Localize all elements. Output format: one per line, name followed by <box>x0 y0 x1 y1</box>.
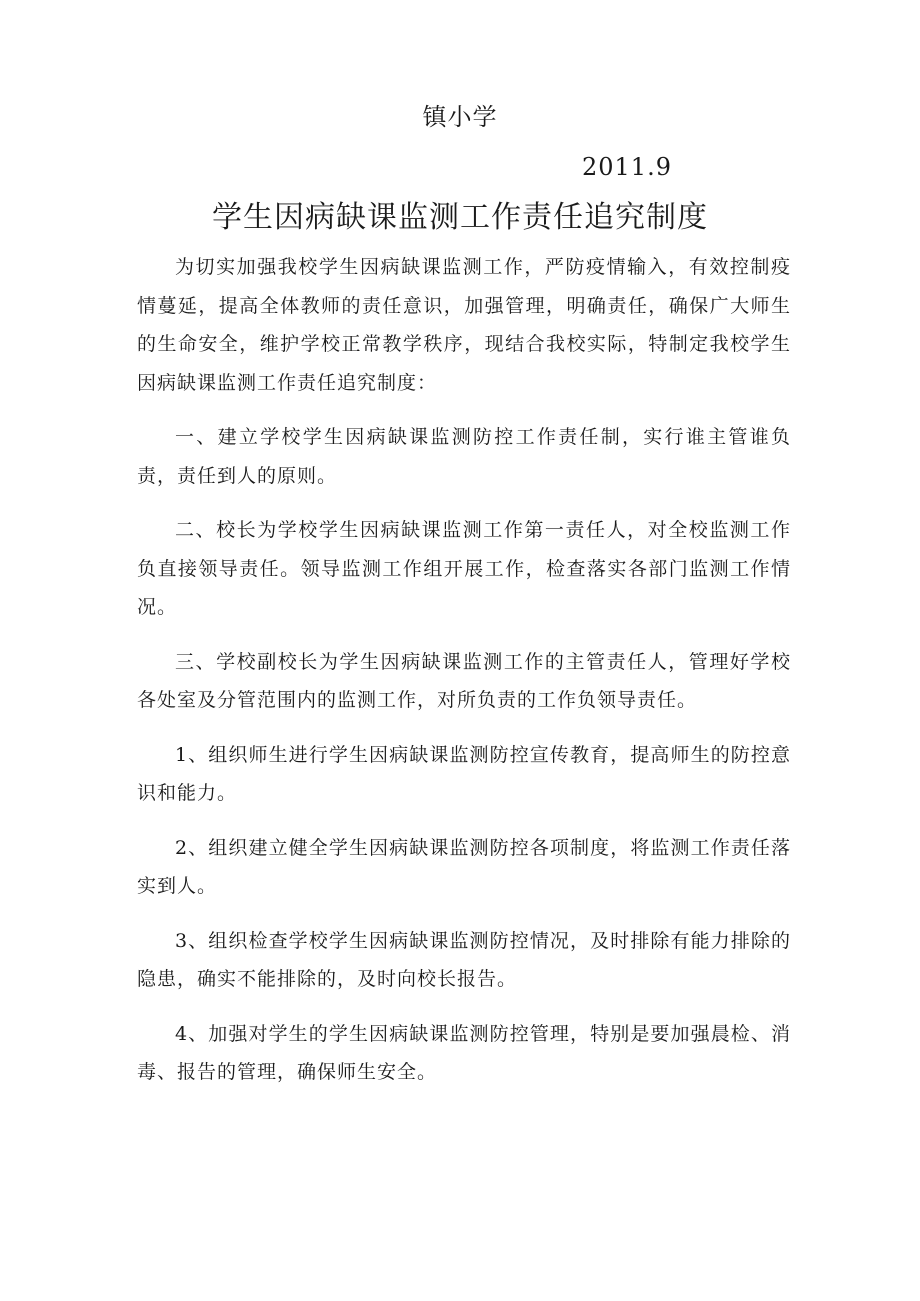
document-date: 2011.9 <box>582 153 672 181</box>
paragraph-item-2: 二、校长为学校学生因病缺课监测工作第一责任人，对全校监测工作负直接领导责任。领导监测工作组开展工作，检查落实各部门监测工作情况。 <box>137 519 791 618</box>
paragraph-item-3: 三、学校副校长为学生因病缺课监测工作的主管责任人，管理好学校各处室及分管范围内的监测工作，对所负责的工作负领导责任。 <box>137 650 791 711</box>
document-body <box>137 248 791 1108</box>
school-name: 镇小学 <box>422 103 498 131</box>
paragraph-subitem-4: 4、加强对学生的学生因病缺课监测防控管理，特别是要加强晨检、消毒、报告的管理，确保师生安全。 <box>137 1022 791 1083</box>
paragraph-subitem-1: 1、组织师生进行学生因病缺课监测防控宣传教育，提高师生的防控意识和能力。 <box>137 743 791 804</box>
paragraph-intro: 为切实加强我校学生因病缺课监测工作，严防疫情输入，有效控制疫情蔓延，提高全体教师的责任意识，加强管理，明确责任，确保广大师生的生命安全，维护学校正常教学秩序，现结合我校实际，特制定我校学生因病缺课监测工作责任追究制度： <box>137 256 791 394</box>
document-title: 学生因病缺课监测工作责任追究制度 <box>212 200 708 235</box>
paragraph-subitem-3: 3、组织检查学校学生因病缺课监测防控情况，及时排除有能力排除的隐患，确实不能排除的，及时向校长报告。 <box>137 929 791 990</box>
paragraph-item-1: 一、建立学校学生因病缺课监测防控工作责任制，实行谁主管谁负责，责任到人的原则。 <box>137 426 791 487</box>
paragraph-subitem-2: 2、组织建立健全学生因病缺课监测防控各项制度，将监测工作责任落实到人。 <box>137 836 791 897</box>
